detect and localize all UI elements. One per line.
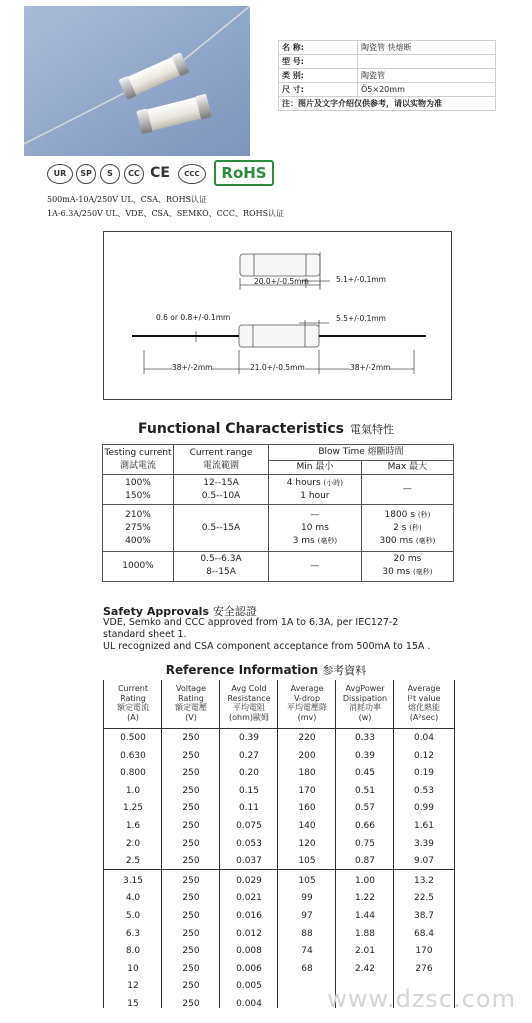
table-cell: 250	[182, 785, 200, 796]
spec-row	[279, 83, 496, 97]
table-cell: 0.004	[236, 999, 262, 1009]
table-cell: 1.25	[122, 803, 144, 814]
table-cell: 250	[182, 963, 200, 974]
table-cell: 3.39	[413, 838, 435, 849]
table-cell: 0.20	[238, 768, 260, 779]
table-cell: 250	[182, 838, 200, 849]
csa-logo-icon: SP	[76, 164, 96, 184]
cc-logo-icon: CC	[124, 164, 144, 184]
table-cell: 160	[298, 803, 316, 814]
column-header: AvgPower Dissipation 消耗功率 (w)	[342, 684, 388, 722]
dim-lead-left: 38+/-2mm	[172, 363, 213, 372]
table-cell: 0.075	[236, 821, 262, 831]
column-header: Average V-drop 平均電壓降 (mv)	[287, 684, 327, 722]
table-cell: 250	[182, 750, 200, 761]
table-cell: 1.0	[125, 785, 141, 796]
table-cell: 0.029	[236, 875, 262, 886]
dim-cap-length: 5.5+/-0.1mm	[336, 314, 386, 323]
cell: 4 hours (小時) 1 hour	[269, 475, 362, 505]
table-cell: 1.00	[354, 875, 376, 886]
table-cell: 180	[298, 768, 316, 779]
table-cell: 250	[182, 803, 200, 814]
table-cell: 0.006	[236, 963, 262, 974]
table-cell: 38.7	[413, 911, 435, 921]
table-cell: 250	[182, 999, 200, 1009]
row-divider	[104, 728, 454, 729]
table-cell: 250	[182, 768, 200, 779]
table-cell: 276	[415, 963, 433, 974]
table-cell: 0.15	[238, 785, 260, 796]
spec-label: 名 称:	[279, 41, 358, 55]
cell: —	[361, 475, 453, 505]
dim-body-length: 21.0+/-0.5mm	[250, 363, 305, 372]
table-cell: 140	[298, 821, 316, 831]
header-blow: Blow Time 熔斷時間	[269, 445, 454, 461]
table-cell: 0.005	[236, 981, 262, 992]
header-max: Max 最大	[361, 461, 453, 475]
table-cell: 0.57	[354, 803, 376, 814]
table-cell: 0.19	[413, 768, 435, 779]
table-cell: 2.01	[354, 946, 376, 957]
table-cell: 1.61	[413, 821, 435, 831]
table-cell: 2.42	[354, 963, 376, 974]
table-cell: 0.12	[413, 750, 435, 761]
table-cell: 9.07	[413, 856, 435, 867]
table-cell: 0.800	[120, 768, 146, 779]
header-testing: Testing current 測試電流	[103, 445, 174, 475]
ccc-logo-icon: CCC	[178, 164, 206, 184]
table-cell: 120	[298, 838, 316, 849]
table-cell: 5.0	[125, 911, 141, 921]
table-cell: 0.04	[413, 733, 435, 743]
table-cell: 0.53	[413, 785, 435, 796]
cell: 20 ms 30 ms (毫秒)	[361, 551, 453, 581]
table-cell: 200	[298, 750, 316, 761]
table-cell: 68.4	[413, 928, 435, 939]
ul-logo-icon: UR	[47, 164, 73, 184]
header-min: Min 最小	[269, 461, 362, 475]
dim-lead-diameter: 0.6 or 0.8+/-0.1mm	[156, 313, 231, 322]
column-header: Voltage Rating 額定電壓 (V)	[175, 684, 207, 722]
column-header: Average I²t value 熔化熱能 (A²sec)	[407, 684, 441, 722]
cell: 0.5--6.3A 8--15A	[174, 551, 269, 581]
cell: 12--15A 0.5--10A	[174, 475, 269, 505]
table-cell: 250	[182, 946, 200, 957]
table-cell: 250	[182, 821, 200, 831]
spec-row	[279, 97, 496, 111]
table-cell: 0.11	[238, 803, 260, 814]
reference-title: Reference Information 参考資料	[165, 663, 367, 677]
table-cell: 250	[182, 928, 200, 939]
table-cell: 88	[301, 928, 313, 939]
table-row	[103, 551, 454, 581]
table-cell: 0.87	[354, 856, 376, 867]
table-cell: 0.012	[236, 928, 262, 939]
rohs-logo-icon: RoHS	[214, 160, 274, 186]
table-cell: 1.88	[354, 928, 376, 939]
table-cell: 0.053	[236, 838, 262, 849]
spec-table	[278, 40, 496, 111]
ce-logo-icon: CE	[150, 165, 170, 181]
table-cell: 12	[127, 981, 139, 992]
cert-line: 1A-6.3A/250V UL、VDE、CSA、SEMKO、CCC、ROHS认证	[47, 209, 285, 218]
spec-label: 尺 寸:	[279, 83, 358, 97]
row-divider	[104, 869, 454, 870]
table-cell: 10	[127, 963, 139, 974]
table-cell: 220	[298, 733, 316, 743]
dimension-drawing	[103, 231, 452, 400]
table-cell: 2.0	[125, 838, 141, 849]
table-cell: 250	[182, 981, 200, 992]
cell: —	[269, 551, 362, 581]
column-header: Avg Cold Resistance 平均電阻 (ohm)歐姆	[227, 684, 271, 722]
table-cell: 2.5	[125, 856, 141, 867]
table-cell: 0.39	[354, 750, 376, 761]
spec-value	[358, 55, 496, 69]
table-cell: 250	[182, 911, 200, 921]
table-cell: 0.021	[236, 893, 262, 904]
table-cell: 170	[298, 785, 316, 796]
dim-lead-right: 38+/-2mm	[350, 363, 391, 372]
table-cell: 250	[182, 893, 200, 904]
spec-label: 型 号:	[279, 55, 358, 69]
functional-table	[102, 444, 454, 582]
section-title	[0, 421, 532, 437]
semko-logo-icon: S	[100, 164, 120, 184]
table-cell: 0.008	[236, 946, 262, 957]
spec-label: 类 别:	[279, 69, 358, 83]
table-row	[103, 505, 454, 551]
dim-cap-length: 5.1+/-0.1mm	[336, 275, 386, 284]
table-cell: 1.22	[354, 893, 376, 904]
safety-line: VDE, Semko and CCC approved from 1A to 6.3A, per IEC127-2	[103, 617, 399, 628]
functional-title: Functional Characteristics	[138, 421, 344, 437]
table-cell: 250	[182, 856, 200, 867]
table-cell: 0.75	[354, 838, 376, 849]
cell: — 10 ms 3 ms (毫秒)	[269, 505, 362, 551]
functional-title-cn: 電氣特性	[349, 423, 394, 436]
spec-value: 陶瓷管 快熔断	[358, 41, 496, 55]
table-row	[103, 475, 454, 505]
cell: 1800 s (秒) 2 s (秒) 300 ms (毫秒)	[361, 505, 453, 551]
table-cell: 0.33	[354, 733, 376, 743]
table-cell: 0.39	[238, 733, 260, 743]
cell: 210% 275% 400%	[103, 505, 174, 551]
cell: 1000%	[103, 551, 174, 581]
spec-row	[279, 69, 496, 83]
table-cell: 170	[415, 946, 433, 957]
table-cell: 99	[301, 893, 313, 904]
table-cell: 3.15	[122, 875, 144, 886]
safety-line: UL recognized and CSA component acceptance from 500mA to 15A .	[103, 641, 431, 652]
table-cell: 13.2	[413, 875, 435, 886]
table-cell: 15	[127, 999, 139, 1009]
table-cell: 1.44	[354, 911, 376, 921]
cert-line: 500mA-10A/250V UL、CSA、ROHS认证	[47, 195, 208, 204]
table-cell: 0.630	[120, 750, 146, 761]
product-photo	[24, 6, 250, 156]
table-cell: 105	[298, 875, 316, 886]
table-cell: 0.27	[238, 750, 260, 761]
table-cell: 4.0	[125, 893, 141, 904]
reference-table	[103, 680, 455, 1008]
cell: 100% 150%	[103, 475, 174, 505]
table-cell: 0.51	[354, 785, 376, 796]
table-cell: 8.0	[125, 946, 141, 957]
table-cell: 0.45	[354, 768, 376, 779]
table-cell: 1.6	[125, 821, 141, 831]
table-cell: 0.500	[120, 733, 146, 743]
table-cell: 250	[182, 875, 200, 886]
table-cell: 0.66	[354, 821, 376, 831]
table-cell: 250	[182, 733, 200, 743]
table-cell: 22.5	[413, 893, 435, 904]
spec-value: 陶瓷管	[358, 69, 496, 83]
spec-row	[279, 41, 496, 55]
spec-row	[279, 55, 496, 69]
table-cell: 6.3	[125, 928, 141, 939]
table-cell: 105	[298, 856, 316, 867]
spec-value: Ö5×20mm	[358, 83, 496, 97]
table-cell: 74	[301, 946, 313, 957]
watermark: www.dzsc.com	[327, 985, 516, 1013]
spec-note: 注：图片及文字介绍仅供参考，请以实物为准	[279, 97, 496, 111]
table-cell: 0.037	[236, 856, 262, 867]
table-cell: 0.016	[236, 911, 262, 921]
table-cell: 0.99	[413, 803, 435, 814]
table-cell: 68	[301, 963, 313, 974]
dim-body-length: 20.0+/-0.5mm	[254, 277, 309, 286]
table-cell: 97	[301, 911, 313, 921]
column-header: Current Rating 額定電流 (A)	[117, 684, 149, 722]
safety-line: standard sheet 1.	[103, 629, 187, 640]
cell: 0.5--15A	[174, 505, 269, 551]
safety-title: Safety Approvals 安全認證	[103, 605, 257, 618]
header-range: Current range 電流範圍	[174, 445, 269, 475]
